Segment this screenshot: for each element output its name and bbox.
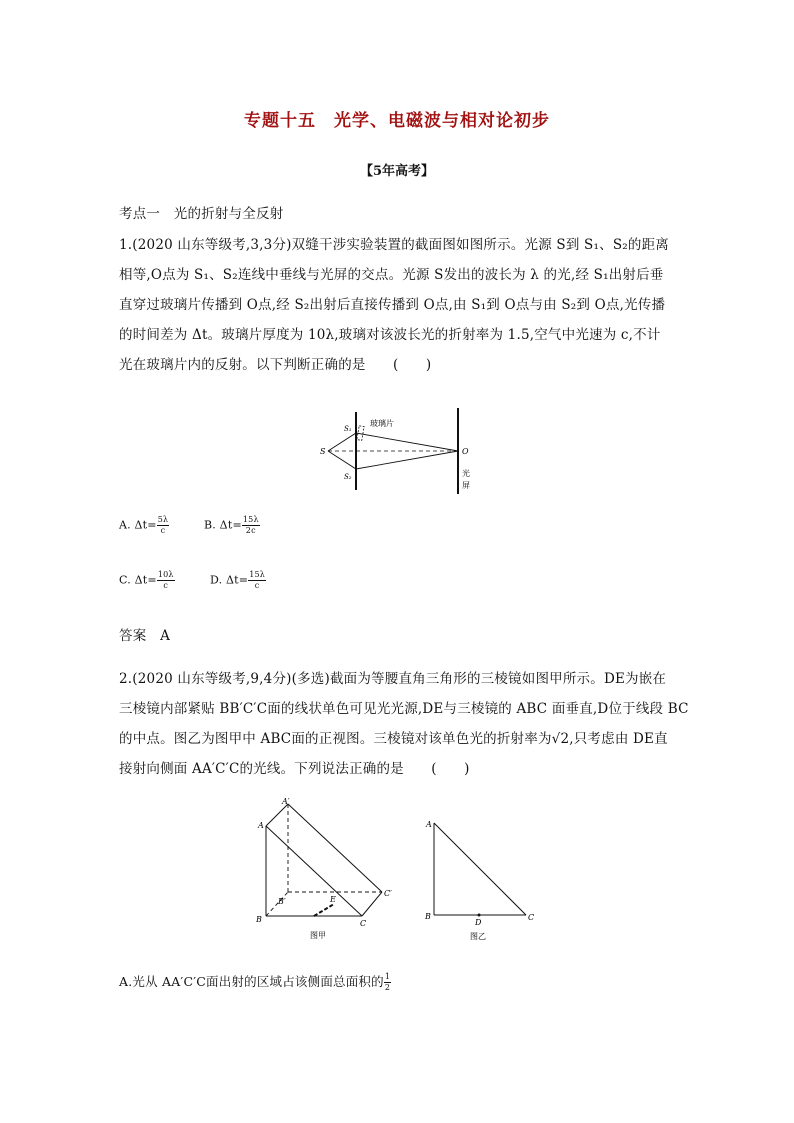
fraction-numerator: 15λ: [249, 570, 266, 579]
label-b-prime: B′: [278, 897, 286, 906]
option-d[interactable]: [210, 570, 266, 591]
label-s: S: [320, 447, 326, 456]
question-line: 三棱镜内部紧贴 BB′C′C面的线状单色可见光光源,DE与三棱镜的 ABC 面垂直,D位于线段 BC: [119, 701, 689, 717]
label-e: E: [330, 895, 336, 904]
double-slit-figure: [318, 404, 478, 496]
fraction-denominator: 2: [384, 983, 391, 992]
fraction-numerator: 15λ: [242, 515, 259, 524]
prism-figure-yi: [420, 815, 550, 942]
prism-figure-jia: [250, 796, 400, 942]
option-label: D. Δt=: [210, 573, 249, 587]
label-a-prime: A′: [282, 797, 290, 806]
fraction-denominator: c: [163, 581, 169, 590]
label-screen: 屏: [462, 481, 470, 490]
option-b[interactable]: [204, 515, 260, 536]
question-line: 直穿过玻璃片传播到 O点,经 S₂出射后直接传播到 O点,由 S₁到 O点与由 S₂到 O点,光传播: [119, 297, 666, 313]
fraction-numerator: 10λ: [157, 570, 174, 579]
label-b: B: [256, 915, 262, 924]
question-line: 的时间差为 Δt。玻璃片厚度为 10λ,玻璃对该波长光的折射率为 1.5,空气中光速为 c,不计: [119, 327, 661, 343]
label-a: A: [258, 821, 264, 830]
label-glass: 玻璃片: [370, 419, 394, 428]
option-a[interactable]: [119, 515, 169, 536]
fraction-numerator: 5λ: [157, 515, 169, 524]
question-line: 1.(2020 山东等级考,3,3分)双缝干涉实验装置的截面图如图所示。光源 S到 S₁、S₂的距离: [119, 237, 669, 253]
question-line: 2.(2020 山东等级考,9,4分)(多选)截面为等腰直角三角形的三棱镜如图甲所示。DE为嵌在: [119, 671, 667, 687]
section-subtitle: 【5年高考】: [359, 164, 435, 179]
label-d: D: [475, 918, 482, 927]
question-line: 光在玻璃片内的反射。以下判断正确的是 ( ): [119, 357, 432, 373]
page-title: 专题十五 光学、电磁波与相对论初步: [244, 111, 550, 131]
fraction-denominator: c: [160, 526, 166, 535]
label-c: C: [528, 913, 535, 922]
label-screen: 光: [462, 469, 470, 478]
question-line: 接射向侧面 AA′C′C的光线。下列说法正确的是 ( ): [119, 761, 470, 777]
label-c-prime: C′: [384, 889, 392, 898]
label-b: B: [425, 912, 431, 921]
option-a[interactable]: [119, 972, 391, 993]
question-line: 的中点。图乙为图甲中 ABC面的正视图。三棱镜对该单色光的折射率为√2,只考虑由 DE直: [119, 731, 668, 747]
option-label: B. Δt=: [204, 518, 242, 532]
fraction-denominator: c: [254, 581, 260, 590]
question-line: 相等,O点为 S₁、S₂连线中垂线与光屏的交点。光源 S发出的波长为 λ 的光,经 S₁出射后垂: [119, 267, 664, 283]
label-s1: S₁: [344, 425, 352, 433]
section-heading: 考点一 光的折射与全反射: [119, 206, 284, 222]
label-c: C: [360, 919, 367, 928]
figure-caption: 图乙: [470, 932, 486, 941]
label-a: A: [426, 820, 432, 829]
option-label: C. Δt=: [119, 573, 157, 587]
option-label: A. Δt=: [119, 518, 157, 532]
fraction-denominator: 2c: [245, 526, 256, 535]
answer: 答案 A: [119, 628, 171, 644]
fraction-numerator: 1: [384, 972, 391, 981]
label-s2: S₂: [344, 473, 352, 481]
figure-caption: 图甲: [310, 931, 326, 940]
option-c[interactable]: [119, 570, 175, 591]
option-label: A.光从 AA′C′C面出射的区域占该侧面总面积的: [119, 974, 384, 989]
label-o: O: [462, 447, 469, 456]
